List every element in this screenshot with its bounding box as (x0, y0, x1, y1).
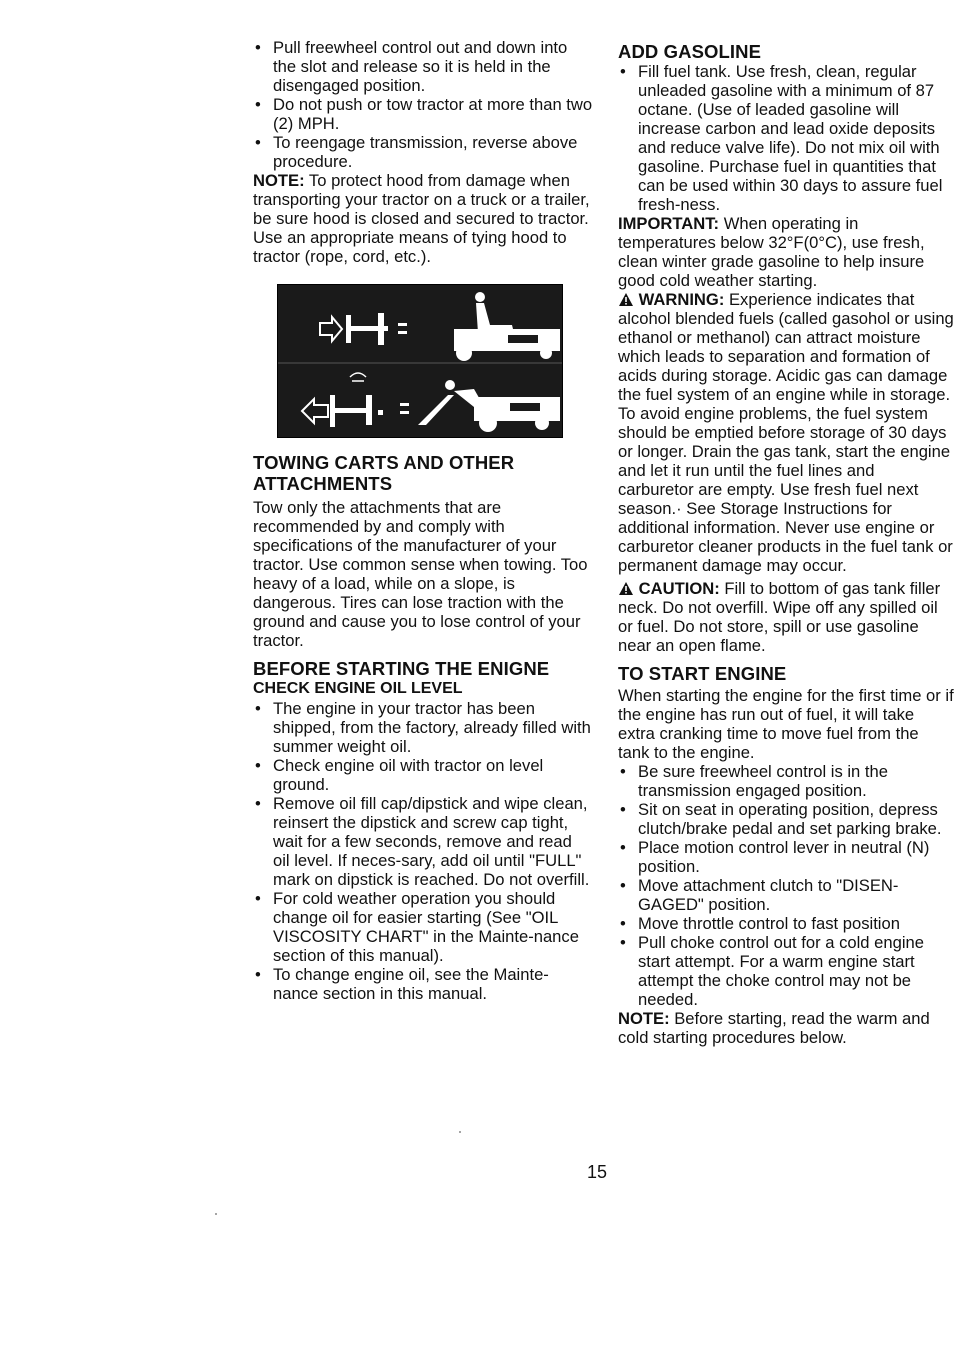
hood-note: NOTE: To protect hood from damage when transporting your tractor on a truck or a trailer, be sure hood is closed and secured to tractor. Use an appropriate means of tying hood to tractor (rope, cord, etc.). (253, 171, 590, 266)
important-note: IMPORTANT: When operating in temperatures below 32°F(0°C), use fresh, clean winter grade gasoline to help insure good cold weather starting. (618, 214, 925, 290)
list-item: • Pull choke control out for a cold engine start attempt. For a warm engine start attempt the choke control may not be needed. (618, 933, 954, 1009)
speck (215, 1213, 217, 1215)
start-list (618, 762, 954, 1009)
oil-subheading: CHECK ENGINE OIL LEVEL (253, 680, 463, 697)
freewheel-figure (277, 284, 563, 438)
speck (459, 1131, 461, 1133)
caution-triangle-icon (618, 581, 634, 596)
list-item: • Do not push or tow tractor at more than two (2) MPH. (253, 95, 593, 133)
caution-note: CAUTION: Fill to bottom of gas tank filler neck. Do not overfill. Wipe off any spilled oil or fuel. Do not store, spill or use gasoline near an open flame. (618, 579, 941, 655)
freewheel-illustration (278, 285, 562, 437)
list-item: • Be sure freewheel control is in the transmission engaged position. (618, 762, 954, 800)
list-item: • For cold weather operation you should change oil for easier starting (See "OIL VISCOSITY CHART" in the Mainte-nance section of this manual). (253, 889, 593, 965)
left-column (253, 38, 593, 1003)
before-starting-heading: BEFORE STARTING THE ENIGNE (253, 658, 550, 679)
right-column (618, 41, 954, 1047)
start-note: NOTE: Before starting, read the warm and cold starting procedures below. (618, 1009, 930, 1047)
list-item: • Pull freewheel control out and down into the slot and release so it is held in the disengaged position. (253, 38, 593, 95)
list-item: • Move throttle control to fast position (618, 914, 954, 933)
towing-heading: TOWING CARTS AND OTHER ATTACHMENTS (253, 452, 515, 494)
freewheel-engaged-drive-icon (302, 380, 560, 432)
freewheel-disengaged-push-icon (320, 292, 560, 361)
list-item: • Sit on seat in operating position, depress clutch/brake pedal and set parking brake. (618, 800, 954, 838)
list-item: • Check engine oil with tractor on level ground. (253, 756, 593, 794)
oil-list (253, 699, 593, 1003)
list-item: • Remove oil fill cap/dipstick and wipe clean, reinsert the dipstick and screw cap tight, wait for a few seconds, remove and read oil level. If neces-sary, add oil until "FULL" mark on dipstick is reached. Do not overfill. (253, 794, 593, 889)
list-item: • To reengage transmission, reverse above procedure. (253, 133, 593, 171)
warning-triangle-icon (618, 292, 634, 307)
list-item: • The engine in your tractor has been shipped, from the factory, already filled with summer weight oil. (253, 699, 593, 756)
towing-text: Tow only the attachments that are recommended by and comply with specifications of the manufacturer of your tractor. Use common sense when towing. Too heavy of a load, while on a slope, is dangerous. Tires can lose traction with the ground and cause you to lose control of your tractor. (253, 498, 588, 650)
freewheel-list (253, 38, 593, 171)
warning-note: WARNING: Experience indicates that alcohol blended fuels (called gasohol or using ethanol or methanol) can attract moisture which leads to separation and formation of acids during storage. Acidic gas can damage the fuel system of an engine while in storage. To avoid engine problems, the fuel system should be emptied before storage of 30 days or longer. Drain the gas tank, start the engine and let it run until the fuel lines and carburetor are empty. Use fresh fuel next season.· See Storage Instructions for additional information. Never use engine or carburetor cleaner products in the fuel tank or permanent damage may occur. (618, 290, 954, 575)
list-item: • Move attachment clutch to "DISEN-GAGED" position. (618, 876, 954, 914)
start-intro: When starting the engine for the first time or if the engine has run out of fuel, it will take extra cranking time to move fuel from the tank to the engine. (618, 686, 954, 762)
gasoline-heading: ADD GASOLINE (618, 41, 762, 62)
list-item: • To change engine oil, see the Mainte-nance section in this manual. (253, 965, 593, 1003)
start-engine-heading: TO START ENGINE (618, 663, 787, 684)
list-item: • Fill fuel tank. Use fresh, clean, regular unleaded gasoline with a minimum of 87 octane. (Use of leaded gasoline will increase carbon and lead oxide deposits and reduce valve life). Do not mix oil with gasoline. Purchase fuel in quantities that can be used within 30 days to assure fuel fresh-ness. (618, 62, 954, 214)
gasoline-list (618, 62, 954, 214)
page-number: 15 (587, 1162, 608, 1182)
list-item: • Place motion control lever in neutral (N) position. (618, 838, 954, 876)
